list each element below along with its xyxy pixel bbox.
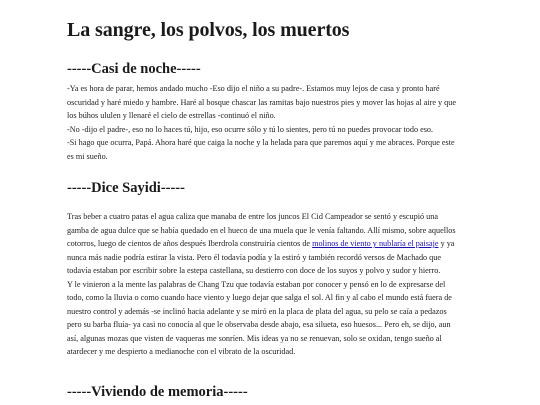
paragraph: Y le vinieron a la mente las palabras de Chang Tzu que todavía estaban por conocer y pensó en lo de expresarse del todo, como la lluvia o como cuando hace viento y luego dejar que salga el sol. Al fin y al cabo el mundo está fuera de nuestro control y además -se inclinó hacia adelante y se miró en la placa de plata del agua, su pelo se caía a pedazos pero su barba fluía- ya casi no conocía al que le observaba desde abajo, esa silueta, eso huesos... Pero eh, se dijo, aun así, algunas mozas que visten de vaqueras me sonríen. Mis ideas ya no se renuevan, solo se oxidan, tengo sueño al atardecer y me despierto a medianoche con el vibrato de la oscuridad. [67,279,452,357]
paragraph: -No -dijo el padre-, eso no lo haces tú, hijo, eso ocurre sólo y tú lo sientes, pero tú no puedes provocar todo eso. [67,124,434,134]
paragraph-text: y ya nunca más nadie podría estirar la vista. Pero él todavía podía y la estiró y también recordó versos de Machado que todavía estaban por escribir sobre la estepa castellana, su destierro con doce de los suyos y polvo y sudor y hierro. [67,239,455,276]
paragraph-text: Tras beber a cuatro patas el agua caliza que manaba de entre los juncos El Cid Campeador se sentó y escupió una gamba de agua dulce que se había quedado en el hueco de una muela que le venía faltando. Allí mismo, sobre aquellos cotorros, luego de cientos de años después Iberdrola construiría cientos de [67,212,456,249]
section-heading-casi-de-noche: -----Casi de noche----- [67,61,201,77]
paragraph: -Ya es hora de parar, hemos andado mucho -Eso dijo el niño a su padre-. Estamos muy lejos de casa y pronto haré oscuridad y haré miedo y hambre. Haré al bosque chascar las ramitas bajo nuestros pies y mover las hojas al aire y que los búhos ululen y llenaré el cielo de estrellas -continuó el niño. [67,84,457,121]
paragraph [67,210,459,278]
page-title: La sangre, los polvos, los muertos [67,19,350,41]
section-heading-viviendo-de-memoria: -----Viviendo de memoria----- [67,384,248,400]
section-body-casi-de-noche [67,82,459,163]
section-body-dice-sayidi [67,210,459,359]
section-heading-dice-sayidi: -----Dice Sayidi----- [67,180,185,196]
molinos-link[interactable]: molinos de viento y nublaría el paisaje [312,239,439,249]
paragraph: -Si hago que ocurra, Papá. Ahora haré que caiga la noche y la helada para que paremos aquí y me abraces. Porque este es mi sueño. [67,138,455,161]
